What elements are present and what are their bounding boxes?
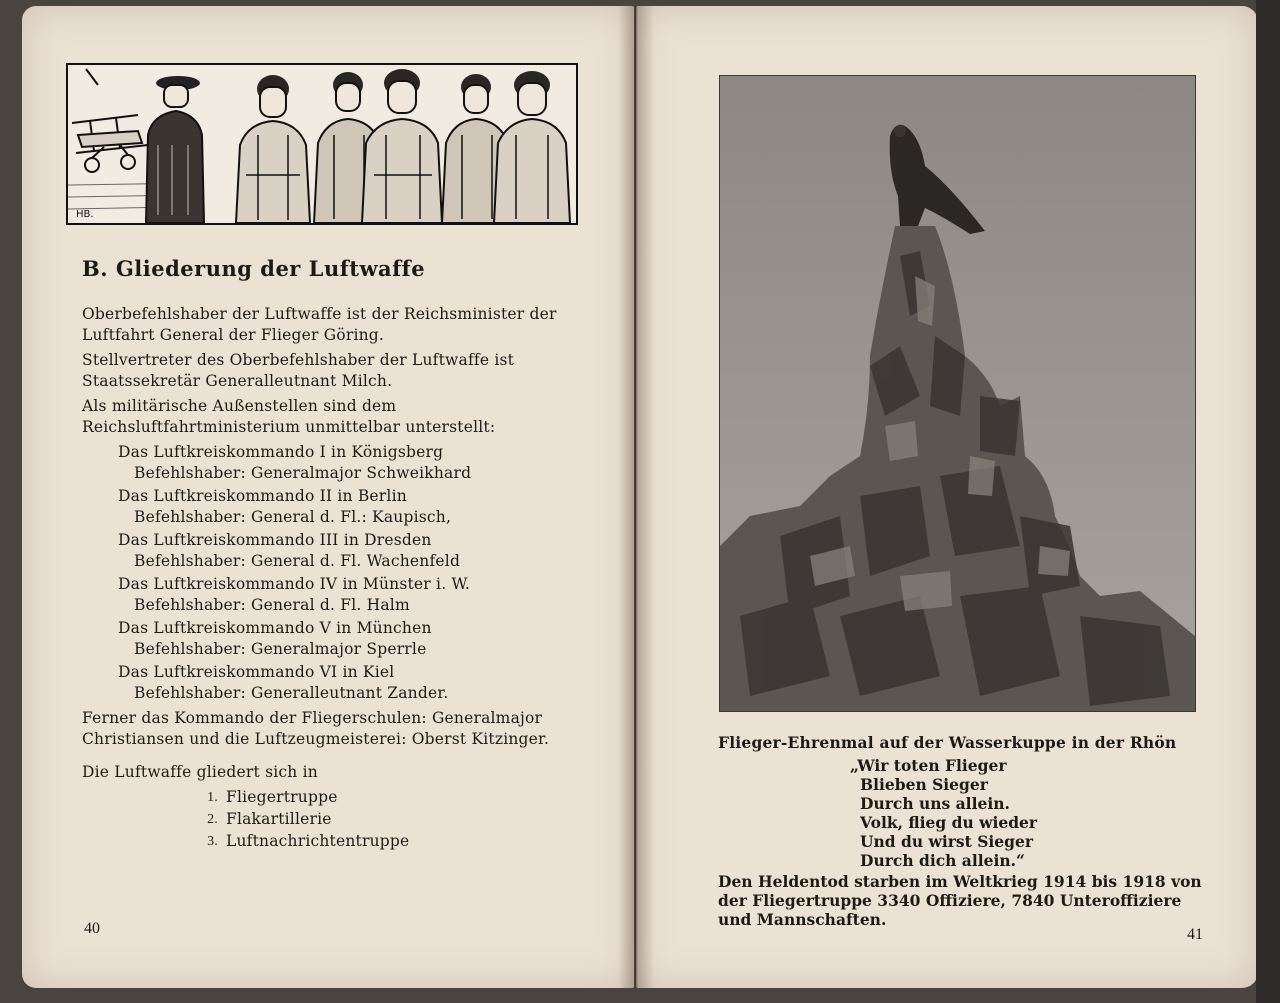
book-cover-edge bbox=[1256, 0, 1280, 1003]
poem-line: Durch uns allein. bbox=[860, 794, 1010, 813]
photo-caption: Flieger-Ehrenmal auf der Wasserkuppe in der Rhön bbox=[718, 733, 1177, 752]
poem-line: Blieben Sieger bbox=[860, 775, 988, 794]
command-entry bbox=[118, 486, 572, 528]
paragraph-schools: Ferner das Kommando der Fliegerschulen: Generalmajor Christiansen und die Luftzeugmeisterei: Oberst Kitzinger. bbox=[82, 709, 550, 748]
command-commander: Befehlshaber: General d. Fl. Wachenfeld bbox=[134, 552, 461, 570]
branches-list bbox=[182, 787, 572, 852]
poem-line: Volk, flieg du wieder bbox=[860, 813, 1038, 832]
paragraph-outposts: Als militärische Außenstellen sind dem Reichsluftfahrtministerium unmittelbar unterstellt: bbox=[82, 397, 496, 436]
command-entry bbox=[118, 442, 572, 484]
poem-line: Und du wirst Sieger bbox=[860, 832, 1034, 851]
left-page-body bbox=[82, 304, 572, 853]
commands-list bbox=[82, 442, 572, 704]
command-entry bbox=[118, 662, 572, 704]
command-location: Das Luftkreiskommando I in Königsberg bbox=[118, 443, 444, 461]
command-entry bbox=[118, 618, 572, 660]
aviators-drawing bbox=[68, 65, 576, 223]
list-intro: Die Luftwaffe gliedert sich in bbox=[82, 763, 318, 781]
command-entry bbox=[118, 574, 572, 616]
list-item: 1. Fliegertruppe bbox=[207, 788, 338, 806]
page-number-right: 41 bbox=[1187, 926, 1203, 943]
command-commander: Befehlshaber: Generalmajor Schweikhard bbox=[134, 464, 472, 482]
command-location: Das Luftkreiskommando VI in Kiel bbox=[118, 663, 395, 681]
command-entry bbox=[118, 530, 572, 572]
command-location: Das Luftkreiskommando IV in Münster i. W. bbox=[118, 575, 471, 593]
command-location: Das Luftkreiskommando III in Dresden bbox=[118, 531, 432, 549]
command-commander: Befehlshaber: Generalleutnant Zander. bbox=[134, 684, 449, 702]
command-commander: Befehlshaber: General d. Fl. Halm bbox=[134, 596, 410, 614]
illustration-signature: HB. bbox=[76, 209, 94, 220]
book-gutter bbox=[618, 6, 654, 988]
casualty-note: Den Heldentod starben im Weltkrieg 1914 bis 1918 von der Fliegertruppe 3340 Offiziere, 7840 Unteroffiziere und Mannschaften. bbox=[718, 872, 1202, 929]
command-location: Das Luftkreiskommando II in Berlin bbox=[118, 487, 407, 505]
paragraph-commander: Oberbefehlshaber der Luftwaffe ist der Reichsminister der Luftfahrt General der Flieger Göring. bbox=[82, 305, 557, 344]
command-location: Das Luftkreiskommando V in München bbox=[118, 619, 432, 637]
poem-line: Durch dich allein.“ bbox=[860, 851, 1025, 870]
command-commander: Befehlshaber: General d. Fl.: Kaupisch, bbox=[134, 508, 452, 526]
memorial-photo bbox=[719, 75, 1196, 712]
poem-line: „Wir toten Flieger bbox=[850, 756, 1007, 775]
eagle-monument-image bbox=[720, 76, 1195, 711]
section-title: B. Gliederung der Luftwaffe bbox=[82, 256, 426, 281]
aviators-illustration bbox=[66, 63, 578, 225]
paragraph-deputy: Stellvertreter des Oberbefehlshaber der Luftwaffe ist Staatssekretär Generalleutnant Milch. bbox=[82, 351, 515, 390]
memorial-poem bbox=[850, 756, 1037, 870]
list-item: 2. Flakartillerie bbox=[207, 810, 332, 828]
page-number-left: 40 bbox=[84, 920, 100, 937]
list-item: 3. Luftnachrichtentruppe bbox=[207, 832, 410, 850]
command-commander: Befehlshaber: Generalmajor Sperrle bbox=[134, 640, 427, 658]
